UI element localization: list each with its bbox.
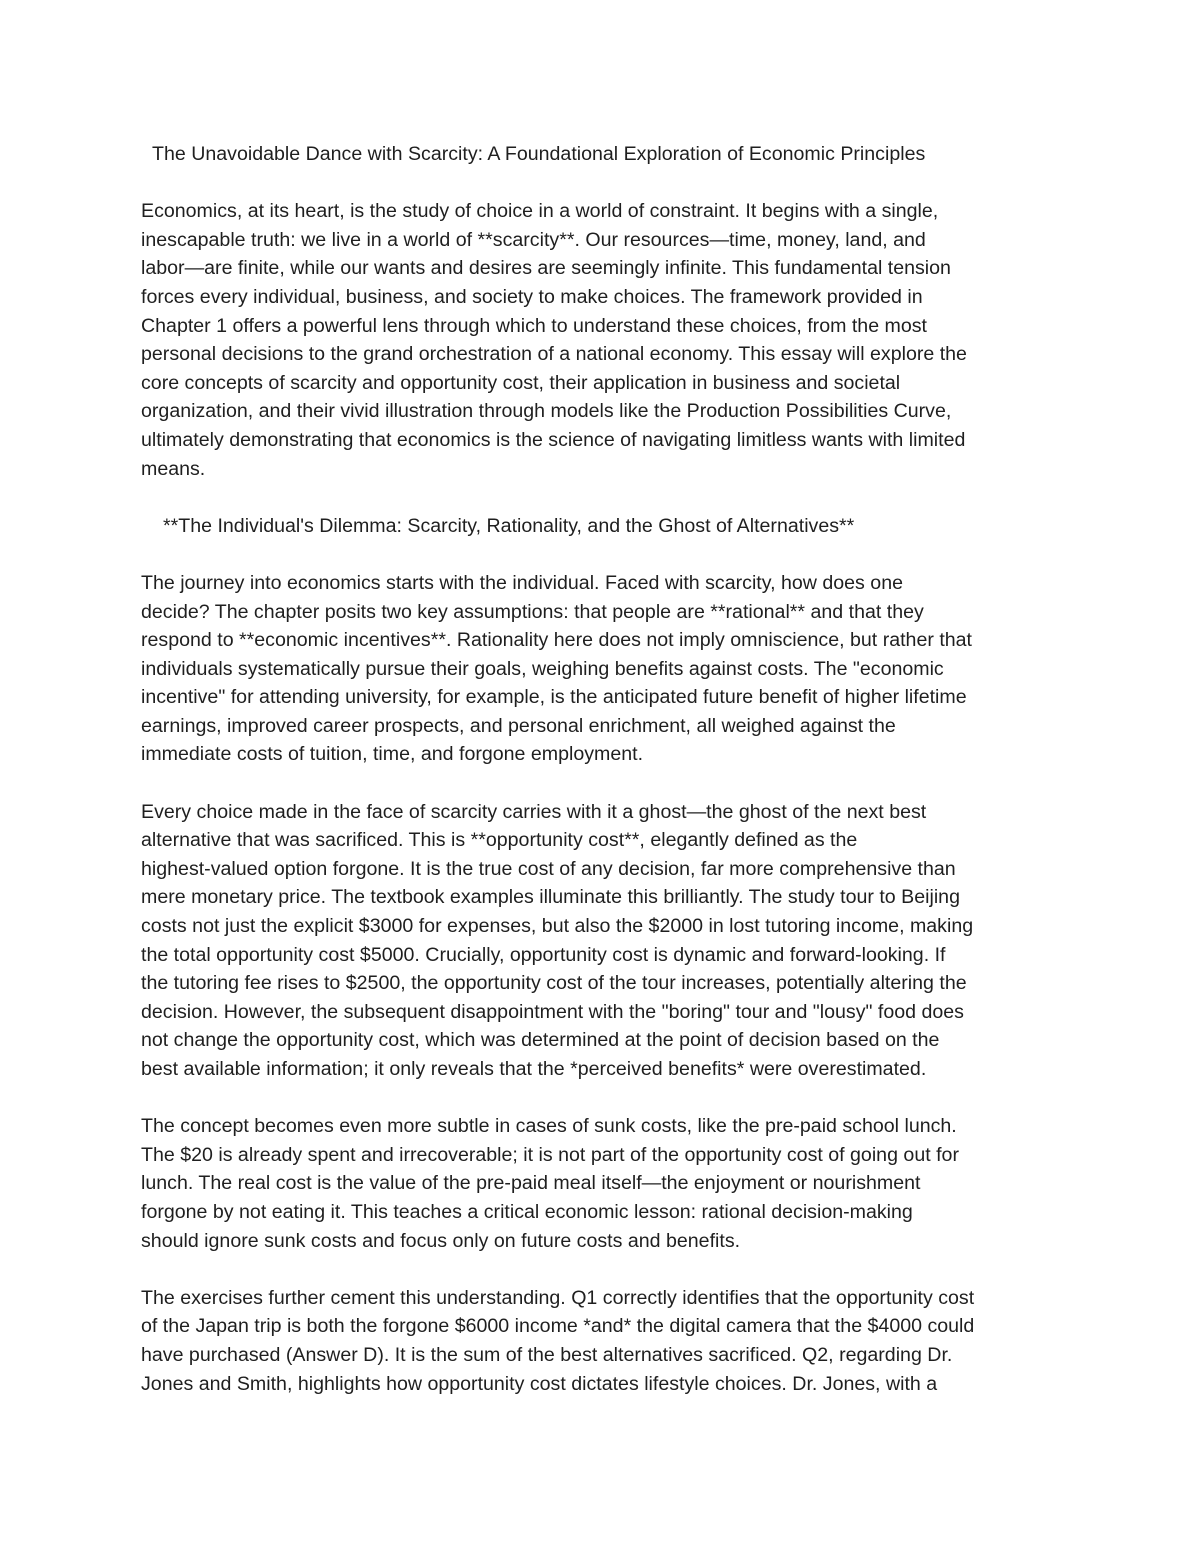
text-line: lunch. The real cost is the value of the pre-paid meal itself—the enjoyment or nourishment: [141, 1172, 921, 1195]
text-line: the total opportunity cost $5000. Crucially, opportunity cost is dynamic and forward-looking. If: [141, 943, 946, 966]
text-line: of the Japan trip is both the forgone $6000 income *and* the digital camera that the $4000 could: [141, 1315, 975, 1338]
text-line: inescapable truth: we live in a world of **scarcity**. Our resources—time, money, land, and: [141, 228, 926, 251]
section-heading: **The Individual's Dilemma: Scarcity, Rationality, and the Ghost of Alternatives**: [163, 514, 855, 537]
text-line: respond to **economic incentives**. Rationality here does not imply omniscience, but rather that: [141, 629, 973, 652]
text-line: The $20 is already spent and irrecoverable; it is not part of the opportunity cost of going out for: [141, 1143, 959, 1166]
text-line: alternative that was sacrificed. This is **opportunity cost**, elegantly defined as the: [141, 829, 858, 852]
text-line: forces every individual, business, and society to make choices. The framework provided in: [141, 285, 923, 308]
paragraph-sunk-costs: [141, 1112, 1071, 1255]
text-line: labor—are finite, while our wants and desires are seemingly infinite. This fundamental tension: [141, 257, 951, 280]
text-line: earnings, improved career prospects, and personal enrichment, all weighed against the: [141, 714, 896, 737]
text-line: means.: [141, 457, 206, 480]
text-line: individuals systematically pursue their goals, weighing benefits against costs. The "economic: [141, 657, 944, 680]
document-title: The Unavoidable Dance with Scarcity: A Foundational Exploration of Economic Principles: [152, 143, 926, 165]
text-line: mere monetary price. The textbook examples illuminate this brilliantly. The study tour to Beijing: [141, 886, 960, 909]
paragraph-exercises: [141, 1284, 1071, 1398]
text-line: forgone by not eating it. This teaches a critical economic lesson: rational decision-making: [141, 1200, 913, 1223]
text-line: ultimately demonstrating that economics is the science of navigating limitless wants with limited: [141, 428, 966, 451]
text-line: immediate costs of tuition, time, and forgone employment.: [141, 743, 644, 766]
text-line: should ignore sunk costs and focus only on future costs and benefits.: [141, 1229, 741, 1252]
intro-paragraph: [141, 197, 1071, 483]
text-line: highest-valued option forgone. It is the true cost of any decision, far more comprehensive than: [141, 857, 956, 880]
text-line: best available information; it only reveals that the *perceived benefits* were overestimated.: [141, 1058, 927, 1080]
text-line: core concepts of scarcity and opportunity cost, their application in business and societal: [141, 371, 901, 394]
text-line: The exercises further cement this understanding. Q1 correctly identifies that the opportunity cost: [141, 1286, 975, 1309]
text-line: personal decisions to the grand orchestration of a national economy. This essay will explore the: [141, 343, 967, 366]
text-line: organization, and their vivid illustration through models like the Production Possibilities Curve,: [141, 400, 952, 423]
text-line: Every choice made in the face of scarcity carries with it a ghost—the ghost of the next best: [141, 800, 927, 823]
text-line: have purchased (Answer D). It is the sum of the best alternatives sacrificed. Q2, regarding Dr.: [141, 1343, 953, 1366]
text-line: Chapter 1 offers a powerful lens through which to understand these choices, from the most: [141, 314, 927, 337]
text-line: Economics, at its heart, is the study of choice in a world of constraint. It begins with a single,: [141, 200, 939, 223]
text-line: not change the opportunity cost, which was determined at the point of decision based on the: [141, 1029, 940, 1052]
paragraph-opportunity-cost: [141, 798, 1071, 1084]
text-line: incentive" for attending university, for example, is the anticipated future benefit of higher lifetime: [141, 686, 967, 709]
text-line: The journey into economics starts with the individual. Faced with scarcity, how does one: [141, 571, 903, 594]
text-line: Jones and Smith, highlights how opportunity cost dictates lifestyle choices. Dr. Jones, with a: [141, 1372, 938, 1395]
document-body: [141, 140, 1071, 1427]
text-line: decide? The chapter posits two key assumptions: that people are **rational** and that they: [141, 600, 924, 623]
paragraph-rationality: [141, 569, 1071, 769]
text-line: The concept becomes even more subtle in cases of sunk costs, like the pre-paid school lunch.: [141, 1115, 957, 1138]
text-line: costs not just the explicit $3000 for expenses, but also the $2000 in lost tutoring income, making: [141, 915, 974, 938]
text-line: decision. However, the subsequent disappointment with the "boring" tour and "lousy" food does: [141, 1000, 964, 1023]
text-line: the tutoring fee rises to $2500, the opportunity cost of the tour increases, potentially altering the: [141, 972, 967, 995]
